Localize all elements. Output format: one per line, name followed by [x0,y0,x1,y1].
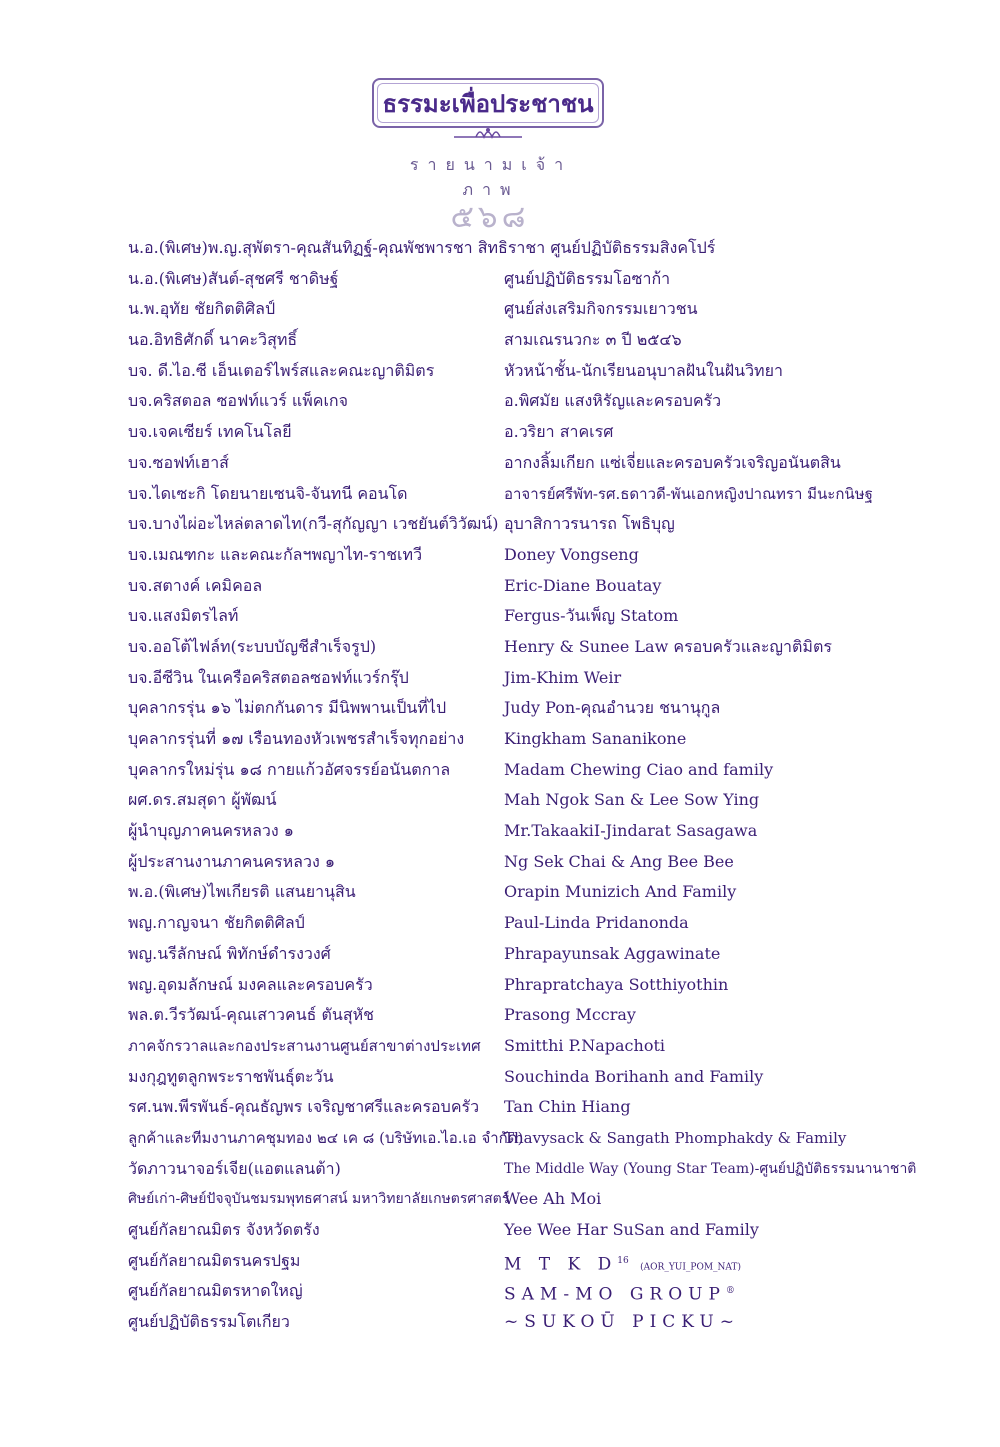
list-item: พล.ต.วีรวัฒน์-คุณเสาวคนธ์ ตันสุหัช [128,1005,375,1025]
list-item: Smitthi P.Napachoti [504,1035,665,1055]
list-item: บุคลากรใหม่รุ่น ๑๘ กายแก้วอัศจรรย์อนันตกาล [128,759,451,779]
list-item: Tan Chin Hiang [504,1097,631,1117]
list-item: อากงลิ้มเกียก แซ่เจี่ยและครอบครัวเจริญอนันตสิน [504,452,841,472]
list-item: Jim-Khim Weir [504,667,622,687]
sammo-text: SAM-MO GROUP [504,1285,726,1306]
list-item [504,233,899,264]
list-item: น.อ.(พิเศษ)สันต์-สุชศรี ชาดิษฐ์ [128,268,339,288]
list-item: พญ.นรีลักษณ์ พิทักษ์ดำรงวงศ์ [128,943,331,963]
list-item: The Middle Way (Young Star Team)-ศูนย์ปฏิบัติธรรมนานาชาติ [504,1160,917,1177]
list-item: พญ.อุดมลักษณ์ มงคลและครอบครัว [128,974,373,994]
publication-logo [372,78,604,128]
list-item: Mr.TakaakiI-Jindarat Sasagawa [504,821,758,841]
list-item: บจ.เมณฑกะ และคณะกัลฯพญาไท-ราชเทวี [128,544,423,564]
list-item: Phrapayunsak Aggawinate [504,943,721,963]
list-item: นอ.อิทธิศักดิ์ นาคะวิสุทธิ์ [128,330,298,350]
list-item: Eric-Diane Bouatay [504,575,662,595]
sammo-mark: ® [725,1286,735,1297]
list-item: บจ.ซอฟท์เฮาส์ [128,452,229,472]
list-item: มงกุฎทูตลูกพระราชพันธุ์ตะวัน [128,1066,334,1086]
mtkd-main: M T K D [504,1254,618,1275]
list-item: ศูนย์ปฏิบัติธรรมโอซาก้า [504,268,671,288]
logo-text: ธรรมะเพื่อประชาชน [382,88,594,118]
ornament-icon [452,125,524,145]
donor-list-right [504,233,917,1338]
sukou-entry: ~SUKOŪ PICKU~ [504,1312,740,1333]
section-subtitle: รายนามเจ้าภาพ [409,155,573,199]
list-item: Orapin Munizich And Family [504,882,737,902]
list-item: ศูนย์กัลยาณมิตรหาดใหญ่ [128,1281,303,1301]
list-item: ศูนย์ปฏิบัติธรรมโตเกียว [128,1312,290,1332]
list-item: ศิษย์เก่า-ศิษย์ปัจจุบันชมรมพุทธศาสน์ มหาวิทยาลัยเกษตรศาสตร์ [128,1191,510,1208]
list-item: อุบาสิกาวรนารถ โพธิบุญ [504,514,675,534]
list-item: ลูกค้าและทีมงานภาคชุมทอง ๒๔ เค ๘ (บริษัทเอ.ไอ.เอ จำกัด) [128,1128,524,1147]
list-item: บจ.เจคเซียร์ เทคโนโลยี [128,422,292,442]
list-item: บจ.ออโต้ไฟล์ท(ระบบบัญชีสำเร็จรูป) [128,636,377,656]
list-item: ศูนย์กัลยาณมิตร จังหวัดตรัง [128,1220,320,1239]
list-item: Henry & Sunee Law ครอบครัวและญาติมิตร [504,636,832,656]
list-item: ภาคจักรวาลและกองประสานงานศูนย์สาขาต่างประเทศ [128,1036,481,1055]
list-item: Mah Ngok San & Lee Sow Ying [504,790,760,810]
mtkd-sub: (AOR_YUI_POM_NAT) [640,1262,741,1273]
list-item: น.อ.(พิเศษ)พ.ญ.สุพัตรา-คุณสันทิฏฐ์-คุณพัชพารชา สิทธิราชา ศูนย์ปฏิบัติธรรมสิงคโปร์ [128,238,716,257]
list-item: รศ.นพ.พีรพันธ์-คุณธัญพร เจริญชาศรีและครอบครัว [128,1097,480,1117]
list-item: ศูนย์กัลยาณมิตรนครปฐม [128,1250,301,1270]
list-item: ผู้นำบุญภาคนครหลวง ๑ [128,821,294,841]
list-item: อ.วริยา สาคเรศ [504,422,614,442]
list-item: สามเณรนวกะ ๓ ปี ๒๕๔๖ [504,330,682,350]
page-number: ๕๖๘ [450,199,530,235]
list-item: อาจารย์ศรีพัท-รศ.ธดาวดี-พันเอกหญิงปาณทรา มีนะกนิษฐ [504,484,873,503]
list-item: บจ.ไดเซะกิ โดยนายเซนจิ-จันทนี คอนโด [128,483,408,503]
list-item: Yee Wee Har SuSan and Family [504,1220,759,1239]
list-item: Madam Chewing Ciao and family [504,759,774,779]
list-item: Doney Vongseng [504,544,639,564]
list-item: Phrapratchaya Sotthiyothin [504,974,729,994]
list-item: Thavysack & Sangath Phomphakdy & Family [504,1128,847,1147]
list-item: น.พ.อุทัย ชัยกิตติศิลป์ [128,299,276,319]
list-item: บุคลากรรุ่นที่ ๑๗ เรือนทองหัวเพชรสำเร็จทุกอย่าง [128,729,465,748]
list-item: หัวหน้าชั้น-นักเรียนอนุบาลฝันในฝันวิทยา [504,360,783,380]
list-item: บจ.สตางค์ เคมิคอล [128,575,263,595]
list-item: Ng Sek Chai & Ang Bee Bee [504,851,734,871]
list-item: บจ.อีซีวิน ในเครือคริสตอลซอฟท์แวร์กรุ๊ป [128,667,409,687]
list-item: Kingkham Sananikone [504,729,687,748]
list-item: อ.พิศมัย แสงหิรัญและครอบครัว [504,391,722,411]
list-item: วัดภาวนาจอร์เจีย(แอตแลนต้า) [128,1158,341,1178]
list-item: ผู้ประสานงานภาคนครหลวง ๑ [128,851,335,871]
list-item: Souchinda Borihanh and Family [504,1066,764,1086]
list-item: Paul-Linda Pridanonda [504,913,689,933]
list-item: บจ.แสงมิตรไลท์ [128,606,239,626]
list-item: พ.อ.(พิเศษ)ไพเกียรติ แสนยานุสิน [128,882,356,902]
list-item: Prasong Mccray [504,1005,636,1025]
mtkd-sup: 16 [617,1255,629,1266]
list-item: ผศ.ดร.สมสุดา ผู้พัฒน์ [128,790,277,810]
list-item: Fergus-วันเพ็ญ Statom [504,606,679,626]
list-item: บจ.บางไผ่อะไหล่ตลาดไท(กวี-สุกัญญา เวชยันต์วิวัฒน์) [128,514,499,534]
list-item: Judy Pon-คุณอำนวย ชนานุกูล [504,698,721,718]
list-item: ศูนย์ส่งเสริมกิจกรรมเยาวชน [504,299,698,319]
list-item: บจ. ดี.ไอ.ซี เอ็นเตอร์ไพร์สและคณะญาติมิตร [128,360,435,380]
sammo-entry [504,1276,899,1307]
list-item: บุคลากรรุ่น ๑๖ ไม่ตกกันดาร มีนิพพานเป็นที่ไป [128,698,447,718]
list-item: บจ.คริสตอล ซอฟท์แวร์ แพ็คเกจ [128,391,348,411]
list-item: พญ.กาญจนา ชัยกิตติศิลป์ [128,913,305,933]
mtkd-entry [504,1246,899,1277]
list-item: Wee Ah Moi [504,1189,602,1209]
